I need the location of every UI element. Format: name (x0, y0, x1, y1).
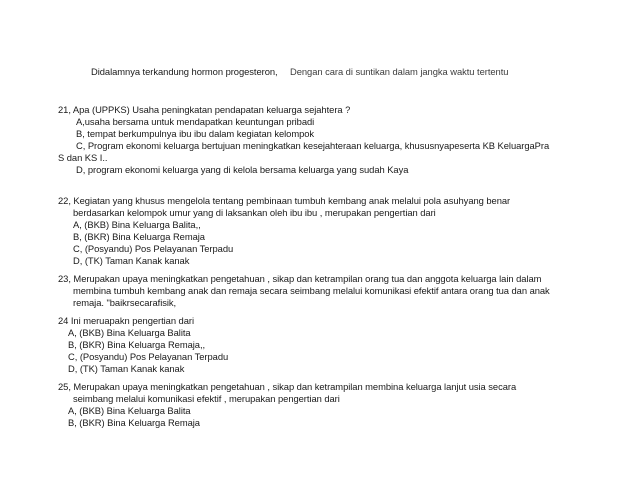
question-23-line-2: membina tumbuh kembang anak dan remaja secara seimbang melalui komunikasi efektif antara orang tua dan anak (73, 285, 550, 296)
q22-option-d: D, (TK) Taman Kanak kanak (73, 255, 190, 266)
question-25-continued: seimbang melalui komunikasi efektif , merupakan pengertian dari (73, 393, 340, 404)
question-22-continued: berdasarkan kelompok umur yang di laksankan oleh ibu ibu , merupakan pengertian dari (73, 207, 436, 218)
q24-option-a: A, (BKB) Bina Keluarga Balita (68, 327, 191, 338)
intro-text: Didalamnya terkandung hormon progesteron, (91, 66, 278, 77)
q25-option-b: B, (BKR) Bina Keluarga Remaja (68, 417, 200, 428)
question-25: 25, Merupakan upaya meningkatkan pengetahuan , sikap dan ketrampilan membina keluarga lanjut usia secara (58, 381, 517, 392)
q22-option-b: B, (BKR) Bina Keluarga Remaja (73, 231, 205, 242)
q21-option-c: C, Program ekonomi keluarga bertujuan meningkatkan kesejahteraan keluarga, khususnyapeserta KB KeluargaPra (76, 140, 550, 151)
question-23-line-3: remaja. "baikrsecarafisik, (73, 297, 177, 308)
question-24: 24 Ini meruapakn pengertian dari (58, 315, 194, 326)
q24-option-b: B, (BKR) Bina Keluarga Remaja,, (68, 339, 206, 350)
question-23: 23, Merupakan upaya meningkatkan pengetahuan , sikap dan ketrampilan orang tua dan anggota keluarga lain dalam (58, 273, 542, 284)
q25-option-a: A, (BKB) Bina Keluarga Balita (68, 405, 191, 416)
question-21: 21, Apa (UPPKS) Usaha peningkatan pendapatan keluarga sejahtera ? (58, 104, 351, 115)
q24-option-d: D, (TK) Taman Kanak kanak (68, 363, 185, 374)
question-22: 22, Kegiatan yang khusus mengelola tentang pembinaan tumbuh kembang anak melalui pola asuhyang benar (58, 195, 511, 206)
q21-option-d: D, program ekonomi keluarga yang di kelola bersama keluarga yang sudah Kaya (76, 164, 409, 175)
q21-option-c-continued: S dan KS I.. (58, 152, 108, 163)
q22-option-a: A, (BKB) Bina Keluarga Balita,, (73, 219, 201, 230)
intro-text-continued: Dengan cara di suntikan dalam jangka waktu tertentu (290, 66, 509, 77)
q21-option-a: A,usaha bersama untuk mendapatkan keuntungan pribadi (76, 116, 315, 127)
q24-option-c: C, (Posyandu) Pos Pelayanan Terpadu (68, 351, 229, 362)
q21-option-b: B, tempat berkumpulnya ibu ibu dalam kegiatan kelompok (76, 128, 315, 139)
q22-option-c: C, (Posyandu) Pos Pelayanan Terpadu (73, 243, 234, 254)
